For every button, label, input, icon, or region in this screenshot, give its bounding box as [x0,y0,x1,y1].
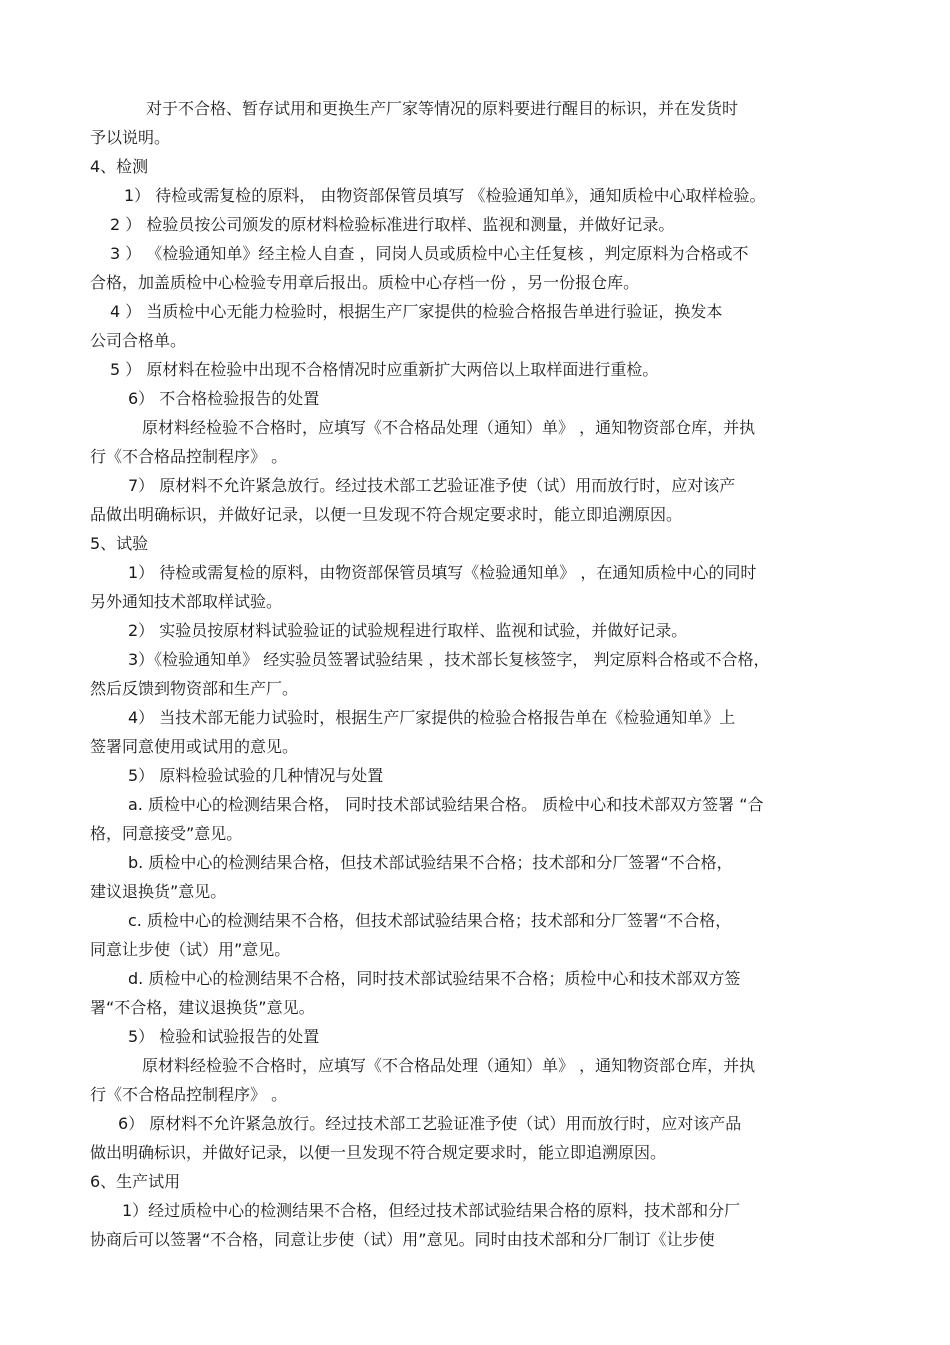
text-line: 3）《检验通知单》 经实验员签署试验结果 ，技术部长复核签字， 判定原料合格或不合格， [128,650,770,669]
section-heading: 4、检测 [90,157,149,176]
text-line: 6） 原材料不允许紧急放行。经过技术部工艺验证准予使（试）用而放行时，应对该产品 [118,1114,742,1133]
text-line: 1） 待检或需复检的原料， 由物资部保管员填写 《检验通知单》，通知质检中心取样检验。 [124,186,766,205]
text-line: 同意让步使（试）用”意见。 [90,940,291,959]
text-line: 行《不合格品控制程序》 。 [90,447,288,466]
text-line: a. 质检中心的检测结果合格， 同时技术部试验结果合格。 质检中心和技术部双方签署 “合 [128,795,764,814]
text-line: 品做出明确标识，并做好记录，以便一旦发现不符合规定要求时，能立即追溯原因。 [90,505,683,524]
text-line: d. 质检中心的检测结果不合格，同时技术部试验结果不合格；质检中心和技术部双方签 [128,969,741,988]
text-line: 3 ） 《检验通知单》经主检人自查 ，同岗人员或质检中心主任复核 ，判定原料为合格或不 [110,244,749,263]
text-line: 4 ） 当质检中心无能力检验时，根据生产厂家提供的检验合格报告单进行验证，换发本 [110,302,723,321]
text-line: 协商后可以签署“不合格，同意让步使（试）用”意见。同时由技术部和分厂制订《让步使 [90,1230,715,1249]
section-heading: 6、生产试用 [90,1172,181,1191]
text-line: 原材料经检验不合格时，应填写《不合格品处理（通知）单》 ，通知物资部仓库，并执 [142,418,756,437]
text-line: 署“不合格，建议退换货”意见。 [90,998,315,1017]
text-line: 5） 原料检验试验的几种情况与处置 [128,766,384,785]
text-line: 原材料经检验不合格时，应填写《不合格品处理（通知）单》 ，通知物资部仓库，并执 [142,1056,756,1075]
text-line: c. 质检中心的检测结果不合格，但技术部试验结果合格；技术部和分厂签署“不合格， [128,911,732,930]
text-line: 7） 原材料不允许紧急放行。经过技术部工艺验证准予使（试）用而放行时，应对该产 [128,476,736,495]
text-line: 合格，加盖质检中心检验专用章后报出。质检中心存档一份 ，另一份报仓库。 [90,273,640,292]
text-line: 然后反馈到物资部和生产厂。 [90,679,299,698]
text-line: 2） 实验员按原材料试验验证的试验规程进行取样、监视和试验，并做好记录。 [128,621,688,640]
text-line: 格，同意接受”意见。 [90,824,243,843]
text-line: 签署同意使用或试用的意见。 [90,737,299,756]
text-line: 公司合格单。 [90,331,187,350]
text-line: 1）经过质检中心的检测结果不合格，但经过技术部试验结果合格的原料，技术部和分厂 [122,1201,741,1220]
text-line: 对于不合格、暂存试用和更换生产厂家等情况的原料要进行醒目的标识，并在发货时 [146,99,739,118]
text-line: 做出明确标识，并做好记录，以便一旦发现不符合规定要求时，能立即追溯原因。 [90,1143,667,1162]
text-line: 5 ） 原材料在检验中出现不合格情况时应重新扩大两倍以上取样面进行重检。 [110,360,659,379]
text-line: 另外通知技术部取样试验。 [90,592,283,611]
text-line: 6） 不合格检验报告的处置 [128,389,320,408]
text-line: 5） 检验和试验报告的处置 [128,1027,320,1046]
text-line: 行《不合格品控制程序》 。 [90,1085,288,1104]
text-line: 建议退换货”意见。 [90,882,227,901]
text-line: 2 ） 检验员按公司颁发的原材料检验标准进行取样、监视和测量，并做好记录。 [110,215,675,234]
text-line: 1） 待检或需复检的原料，由物资部保管员填写《检验通知单》 ，在通知质检中心的同时 [128,563,757,582]
text-line: 予以说明。 [90,128,171,147]
text-line: 4） 当技术部无能力试验时，根据生产厂家提供的检验合格报告单在《检验通知单》上 [128,708,736,727]
text-line: b. 质检中心的检测结果合格，但技术部试验结果不合格；技术部和分厂签署“不合格， [128,853,733,872]
section-heading: 5、试验 [90,534,149,553]
